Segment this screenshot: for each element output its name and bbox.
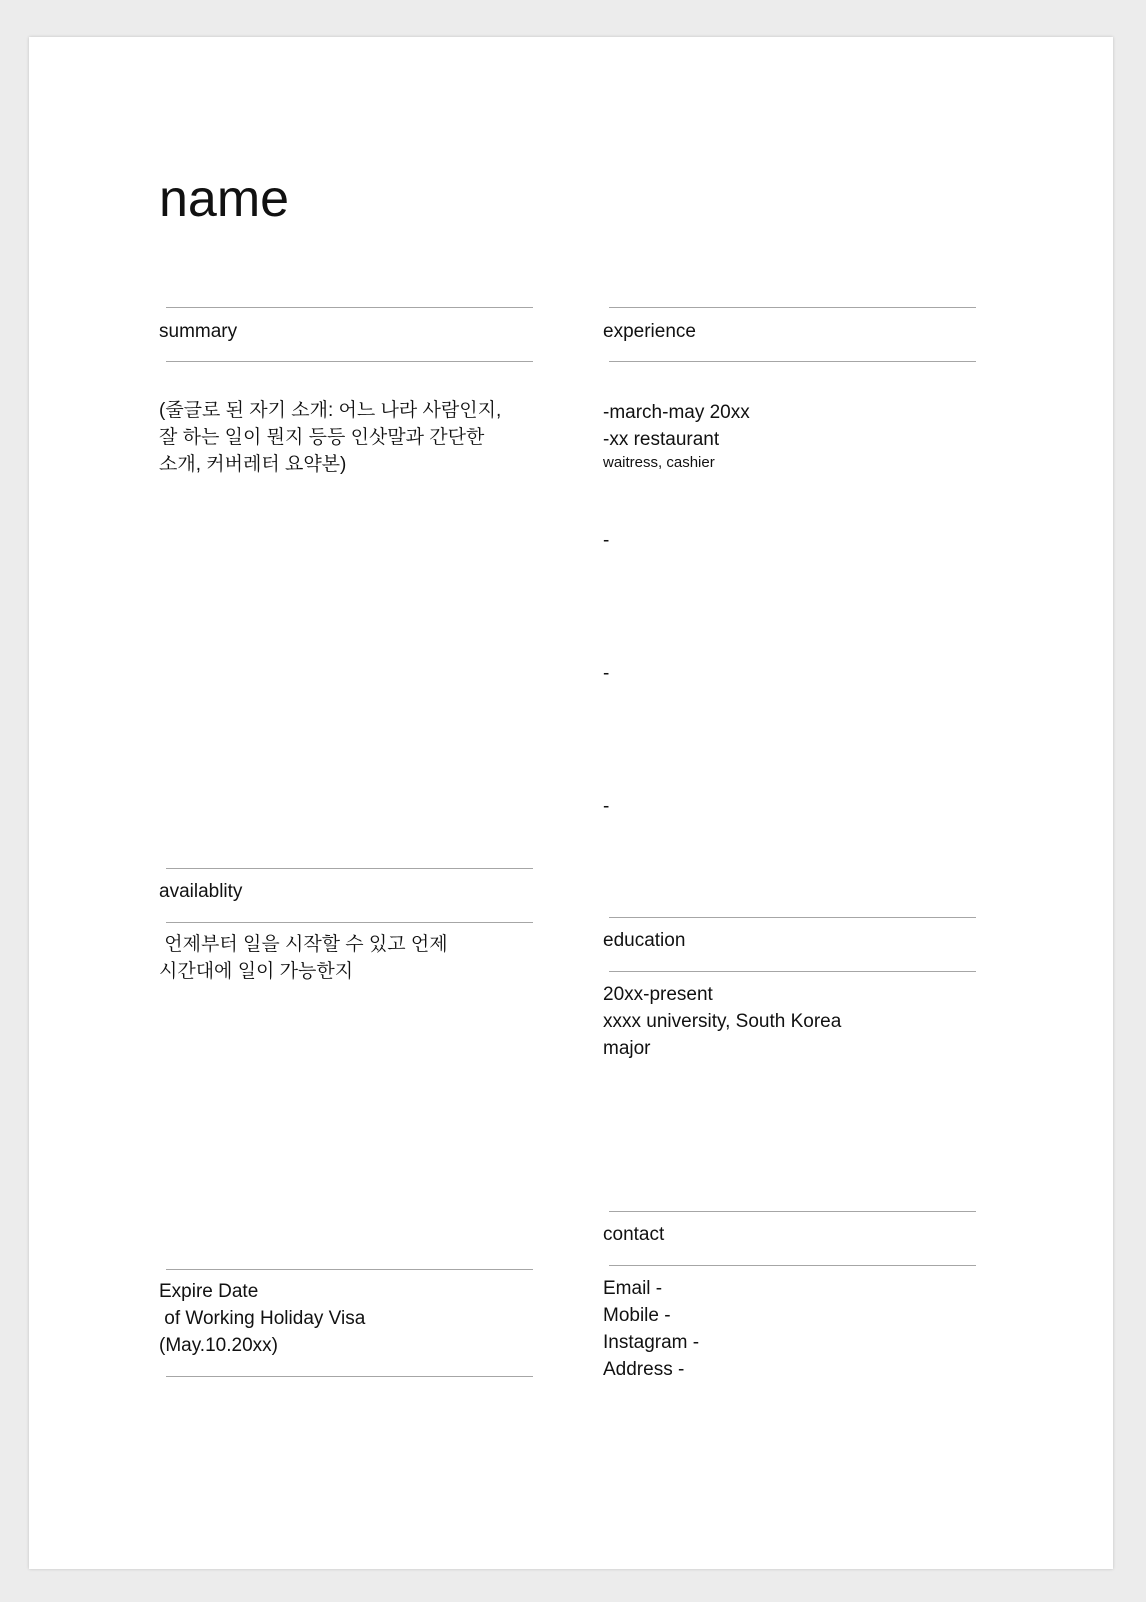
summary-line: 소개, 커버레터 요약본) [159,454,347,475]
summary-line: (줄글로 된 자기 소개: 어느 나라 사람인지, [159,400,502,421]
experience-placeholder: - [603,796,610,817]
contact-mobile: Mobile - [603,1305,671,1326]
availability-text [159,931,448,985]
contact-text [603,1275,699,1383]
experience-place: -xx restaurant [603,429,720,450]
availability-bottom-rule [166,922,533,923]
summary-top-rule [166,307,533,308]
education-bottom-rule [609,971,976,972]
experience-placeholder: - [603,663,610,684]
education-text [603,981,841,1062]
visa-line: Expire Date [159,1281,259,1302]
availability-top-rule [166,868,533,869]
education-top-rule [609,917,976,918]
contact-heading: contact [603,1224,665,1245]
experience-period: -march-may 20xx [603,402,750,423]
summary-bottom-rule [166,361,533,362]
experience-heading: experience [603,321,696,342]
education-line: 20xx-present [603,984,713,1005]
availability-heading: availablity [159,881,243,902]
education-line: xxxx university, South Korea [603,1011,842,1032]
experience-entry [603,399,750,453]
contact-instagram: Instagram - [603,1332,700,1353]
contact-address: Address - [603,1359,685,1380]
availability-line: 언제부터 일을 시작할 수 있고 언제 [159,934,448,955]
education-line: major [603,1038,651,1059]
visa-top-rule [166,1269,533,1270]
experience-placeholder: - [603,530,610,551]
contact-top-rule [609,1211,976,1212]
summary-heading: summary [159,321,238,342]
availability-line: 시간대에 일이 가능한지 [159,961,354,982]
resume-page [29,37,1113,1569]
education-heading: education [603,930,686,951]
contact-bottom-rule [609,1265,976,1266]
visa-bottom-rule [166,1376,533,1377]
summary-text [159,397,501,478]
resume-name: name [159,170,290,228]
experience-top-rule [609,307,976,308]
contact-email: Email - [603,1278,663,1299]
experience-role: waitress, cashier [603,454,715,471]
summary-line: 잘 하는 일이 뭔지 등등 인삿말과 간단한 [159,427,485,448]
experience-bottom-rule [609,361,976,362]
visa-line: (May.10.20xx) [159,1335,278,1356]
visa-line: of Working Holiday Visa [159,1308,366,1329]
visa-text [159,1278,365,1359]
